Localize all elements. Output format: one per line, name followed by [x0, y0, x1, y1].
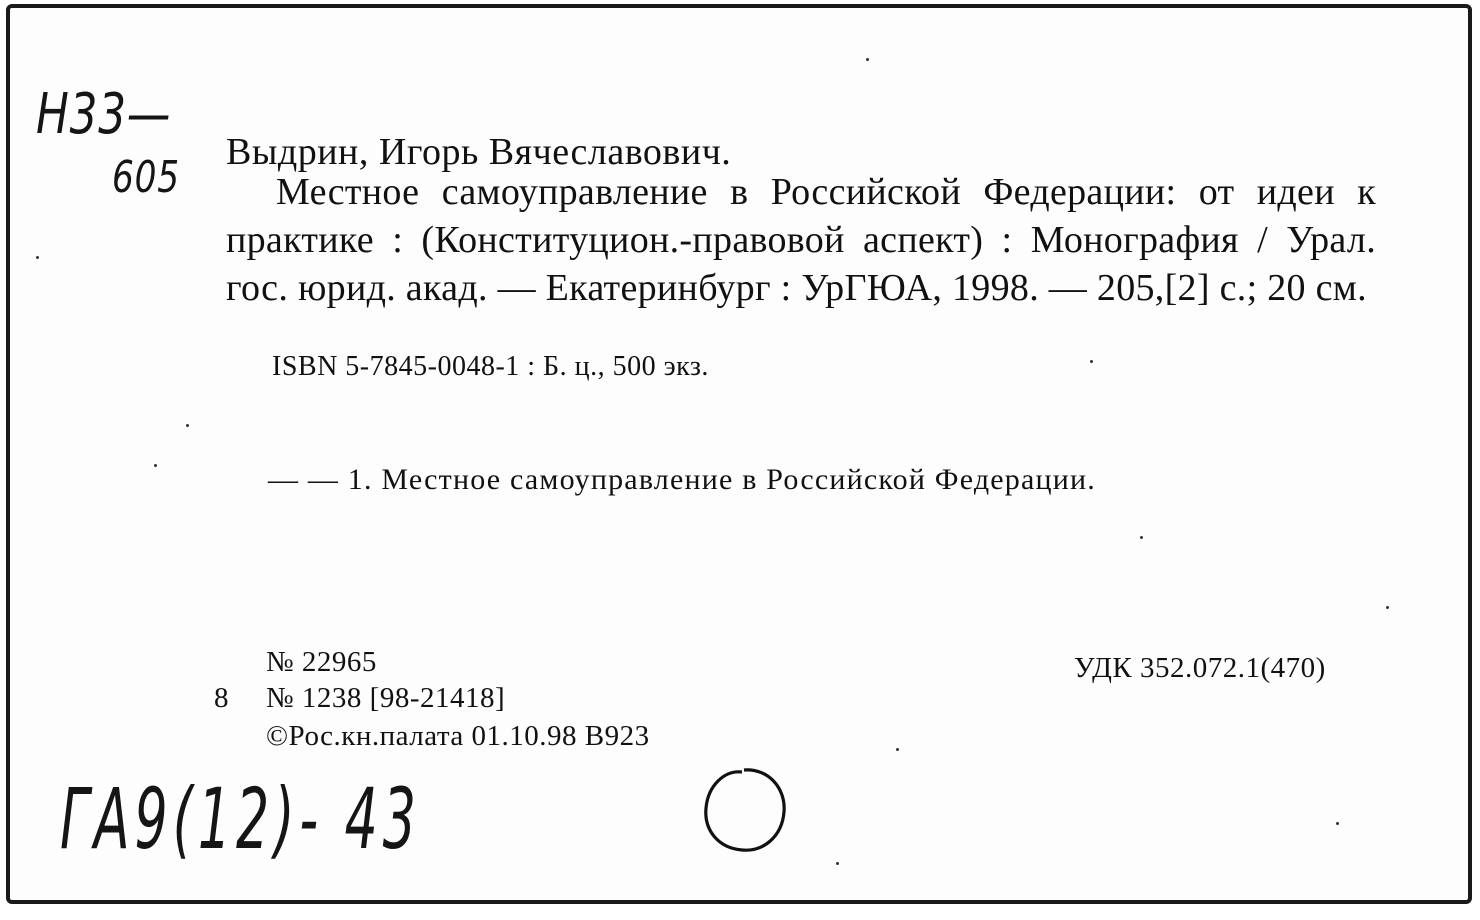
subject-heading: — — 1. Местное самоуправление в Российской Федерации. [268, 463, 1096, 496]
speck [1336, 822, 1339, 825]
author-heading: Выдрин, Игорь Вячеславович. [226, 131, 732, 173]
speck [1090, 360, 1093, 363]
speck [896, 748, 899, 751]
speck [836, 862, 839, 865]
handwritten-call-number-bottom: 605 [112, 152, 180, 203]
speck [36, 256, 39, 259]
handwritten-call-number-top: Н33— [36, 82, 172, 147]
title-text: Местное самоуправление в Российской Федерации: от идеи к практике : (Конституцион.-правовой аспект) : Монография / Урал. гос. юрид. акад. — Екатеринбург : УрГЮА, 1998. — 205,[2] с.; 20 см. [226, 171, 1376, 309]
handwritten-shelf-mark: ГА9(12)- 43 [60, 770, 421, 868]
copyright-line: ©Рос.кн.палата 01.10.98 В923 [266, 720, 650, 752]
isbn-line: ISBN 5-7845-0048-1 : Б. ц., 500 экз. [272, 351, 709, 382]
title-block [226, 168, 1376, 312]
speck [186, 424, 189, 427]
speck [866, 58, 869, 61]
record-number-1: № 22965 [266, 646, 377, 678]
speck [154, 464, 157, 467]
record-prefix: 8 [214, 682, 229, 714]
record-number-2: № 1238 [98-21418] [266, 682, 506, 714]
speck [1140, 536, 1143, 539]
udk-code: УДК 352.072.1(470) [1074, 652, 1326, 684]
hole-circle-icon [698, 764, 790, 856]
speck [1386, 606, 1389, 609]
